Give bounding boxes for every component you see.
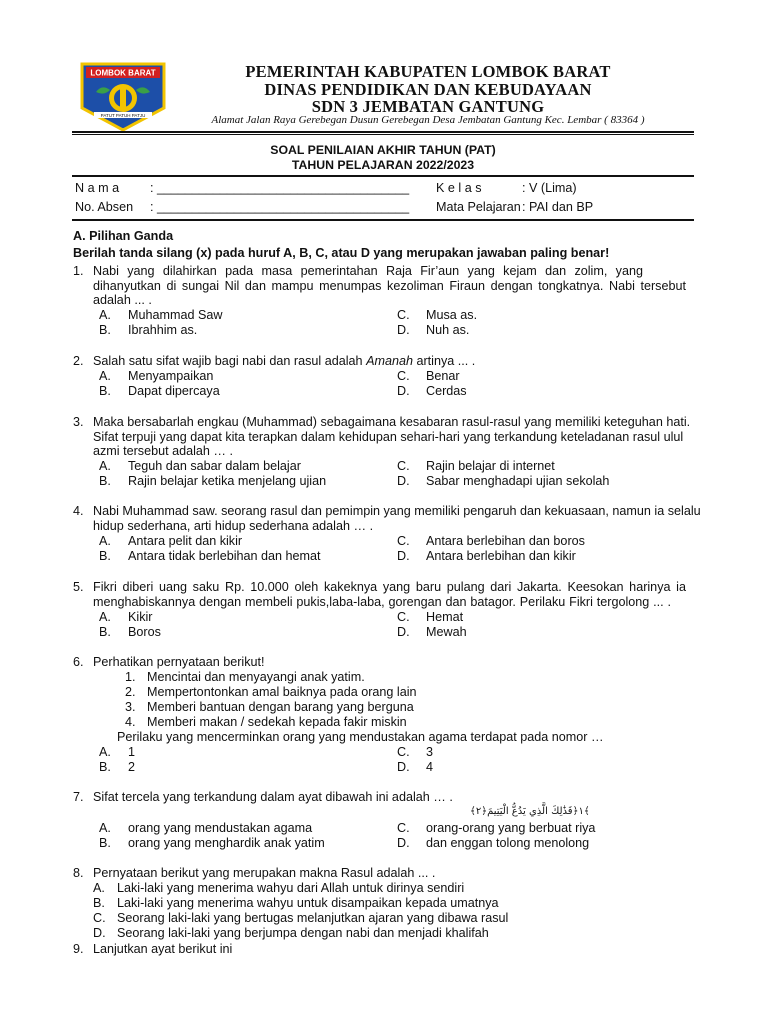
q7-c-text: orang-orang yang berbuat riya: [426, 821, 596, 835]
q6-a-text: 1: [128, 745, 136, 759]
q8-b-label[interactable]: B.: [93, 896, 105, 910]
nama-field[interactable]: : ____________________________________: [150, 181, 410, 195]
q7-b-label[interactable]: B.: [99, 836, 111, 850]
q4-number: 4.: [73, 504, 84, 518]
q7-number: 7.: [73, 790, 84, 804]
q1-number: 1.: [73, 264, 84, 278]
q6-number: 6.: [73, 655, 84, 669]
q9-number: 9.: [73, 942, 84, 956]
kelas-label: K e l a s: [436, 181, 482, 195]
q5-d-text: Mewah: [426, 625, 467, 639]
q1-a-label[interactable]: A.: [99, 308, 111, 322]
q4-stem-line2: hidup sederhana, arti hidup sederhana adalah … .: [93, 519, 374, 533]
nama-label: N a m a: [75, 181, 120, 195]
logo-text: LOMBOK BARAT: [90, 68, 156, 78]
q1-c-label[interactable]: C.: [397, 308, 410, 322]
q1-b-label[interactable]: B.: [99, 323, 111, 337]
header-rule: [72, 131, 694, 133]
q2-d-label[interactable]: D.: [397, 384, 410, 398]
q6-statement-1: Mencintai dan menyayangi anak yatim.: [147, 670, 365, 684]
kelas-value: : V (Lima): [522, 181, 577, 195]
q6-d-text: 4: [426, 760, 434, 774]
section-heading: A. Pilihan Ganda: [73, 229, 174, 243]
q7-b-text: orang yang menghardik anak yatim: [128, 836, 325, 850]
logo-motto: PATUT PATUH PATJU: [100, 113, 146, 118]
section-instruction: Berilah tanda silang (x) pada huruf A, B, C, atau D yang merupakan jawaban paling benar!: [73, 246, 610, 260]
q3-a-text: Teguh dan sabar dalam belajar: [128, 459, 301, 473]
q9-stem-line1: Lanjutkan ayat berikut ini: [93, 942, 233, 956]
q3-d-text: Sabar menghadapi ujian sekolah: [426, 474, 610, 488]
mapel-value: : PAI dan BP: [522, 200, 594, 214]
exam-title: SOAL PENILAIAN AKHIR TAHUN (PAT): [270, 143, 496, 157]
q5-stem-line2: menghabiskannya dengan membeli pukis,laba-laba, gorengan dan batagor. Perilaku Fikri tergolong ... .: [93, 595, 671, 609]
q8-stem-line1: Pernyataan berikut yang merupakan makna Rasul adalah ... .: [93, 866, 436, 880]
header-department: DINAS PENDIDIKAN DAN KEBUDAYAAN: [264, 80, 592, 99]
q4-c-text: Antara berlebihan dan boros: [426, 534, 585, 548]
q6-c-label[interactable]: C.: [397, 745, 410, 759]
absen-label: No. Absen: [75, 200, 134, 214]
lombok-barat-logo: [80, 62, 166, 132]
q6-d-label[interactable]: D.: [397, 760, 410, 774]
q1-stem-line2: dihanyutkan di sungai Nil dan mampu menumpas kezoliman Firaun dengan tongkatnya. Nabi tersebut: [93, 279, 686, 293]
q2-stem-amanah: Amanah: [366, 354, 413, 368]
q2-c-text: Benar: [426, 369, 460, 383]
header-school: SDN 3 JEMBATAN GANTUNG: [311, 97, 545, 116]
q4-stem-line1: Nabi Muhammad saw. seorang rasul dan pemimpin yang memiliki pengaruh dan kekuasaan, namun ia selalu: [93, 504, 701, 518]
q3-number: 3.: [73, 415, 84, 429]
q7-a-label[interactable]: A.: [99, 821, 111, 835]
q6-statement-4: Memberi makan / sedekah kepada fakir miskin: [147, 715, 407, 729]
q2-a-text: Menyampaikan: [128, 369, 214, 383]
mapel-label: Mata Pelajaran: [436, 200, 521, 214]
q2-number: 2.: [73, 354, 84, 368]
q6-statement-4-num: 4.: [125, 715, 136, 729]
q3-stem-line3: azmi tersebut adalah … .: [93, 444, 234, 458]
q5-number: 5.: [73, 580, 84, 594]
q4-d-label[interactable]: D.: [397, 549, 410, 563]
q3-d-label[interactable]: D.: [397, 474, 410, 488]
q8-d-label[interactable]: D.: [93, 926, 106, 940]
q7-d-label[interactable]: D.: [397, 836, 410, 850]
q2-a-label[interactable]: A.: [99, 369, 111, 383]
q1-a-text: Muhammad Saw: [128, 308, 223, 322]
identity-rule-bottom: [72, 219, 694, 221]
q1-d-label[interactable]: D.: [397, 323, 410, 337]
q4-b-text: Antara tidak berlebihan dan hemat: [128, 549, 321, 563]
q5-a-text: Kikir: [128, 610, 153, 624]
header-address: Alamat Jalan Raya Gerebegan Dusun Gerebegan Desa Jembatan Gantung Kec. Lembar ( 83364 ): [211, 114, 645, 126]
q2-b-label[interactable]: B.: [99, 384, 111, 398]
q7-c-label[interactable]: C.: [397, 821, 410, 835]
q6-a-label[interactable]: A.: [99, 745, 111, 759]
q3-stem-line1: Maka bersabarlah engkau (Muhammad) sebagaimana kesabaran rasul-rasul yang memiliki keteguhan hati.: [93, 415, 691, 429]
q8-c-label[interactable]: C.: [93, 911, 106, 925]
q6-stem-line1: Perhatikan pernyataan berikut!: [93, 655, 265, 669]
q8-a-label[interactable]: A.: [93, 881, 105, 895]
q8-d-text: Seorang laki-laki yang berjumpa dengan nabi dan menjadi khalifah: [117, 926, 489, 940]
q3-b-text: Rajin belajar ketika menjelang ujian: [128, 474, 327, 488]
q6-c-text: 3: [426, 745, 434, 759]
q8-number: 8.: [73, 866, 84, 880]
q6-b-label[interactable]: B.: [99, 760, 111, 774]
q4-a-text: Antara pelit dan kikir: [128, 534, 243, 548]
q5-a-label[interactable]: A.: [99, 610, 111, 624]
q5-b-text: Boros: [128, 625, 161, 639]
q5-stem-line1: Fikri diberi uang saku Rp. 10.000 oleh kakeknya yang baru pulang dari Jakarta. Keesokan harinya ia: [93, 580, 686, 594]
identity-rule-top: [72, 175, 694, 177]
q3-b-label[interactable]: B.: [99, 474, 111, 488]
q7-stem-line1: Sifat tercela yang terkandung dalam ayat dibawah ini adalah … .: [93, 790, 453, 804]
q1-d-text: Nuh as.: [426, 323, 470, 337]
q2-d-text: Cerdas: [426, 384, 467, 398]
q8-a-text: Laki-laki yang menerima wahyu dari Allah untuk dirinya sendiri: [117, 881, 465, 895]
q5-c-label[interactable]: C.: [397, 610, 410, 624]
q7-a-text: orang yang mendustakan agama: [128, 821, 313, 835]
q2-stem-a: Salah satu sifat wajib bagi nabi dan rasul adalah: [93, 354, 363, 368]
q1-stem-line1: Nabi yang dilahirkan pada masa pemerintahan Raja Fir’aun yang kejam dan zolim, yang: [93, 264, 643, 278]
q7-d-text: dan enggan tolong menolong: [426, 836, 590, 850]
q8-c-text: Seorang laki-laki yang bertugas melanjutkan ajaran yang dibawa rasul: [117, 911, 509, 925]
q1-stem-line3: adalah ... .: [93, 293, 152, 307]
q4-b-label[interactable]: B.: [99, 549, 111, 563]
header-rule-thin: [72, 134, 694, 135]
q6-statement-2-num: 2.: [125, 685, 136, 699]
q7-ayat: ﴾١﴿فَذَٰلِكَ الَّذِي يَدُعُّ الْيَتِيمَ﴿٢﴾: [470, 806, 590, 817]
q1-b-text: Ibrahhim as.: [128, 323, 198, 337]
q6-b-text: 2: [128, 760, 136, 774]
q4-c-label[interactable]: C.: [397, 534, 410, 548]
q1-c-text: Musa as.: [426, 308, 478, 322]
q2-b-text: Dapat dipercaya: [128, 384, 220, 398]
q3-c-label[interactable]: C.: [397, 459, 410, 473]
q6-statement-3: Memberi bantuan dengan barang yang berguna: [147, 700, 414, 714]
q2-stem-c: artinya ... .: [416, 354, 476, 368]
q4-a-label[interactable]: A.: [99, 534, 111, 548]
q6-statement-3-num: 3.: [125, 700, 136, 714]
q3-a-label[interactable]: A.: [99, 459, 111, 473]
q6-statement-1-num: 1.: [125, 670, 136, 684]
q8-b-text: Laki-laki yang menerima wahyu untuk disampaikan kepada umatnya: [117, 896, 499, 910]
exam-year: TAHUN PELAJARAN 2022/2023: [291, 158, 475, 172]
q2-stem: [93, 354, 475, 368]
q2-c-label[interactable]: C.: [397, 369, 410, 383]
q4-d-text: Antara berlebihan dan kikir: [426, 549, 576, 563]
absen-field[interactable]: : ____________________________________: [150, 200, 410, 214]
q6-statement-2: Mempertontonkan amal baiknya pada orang lain: [147, 685, 417, 699]
q6-stem-question: Perilaku yang mencerminkan orang yang mendustakan agama terdapat pada nomor …: [117, 730, 604, 744]
q3-stem-line2: Sifat terpuji yang dapat kita terapkan dalam kehidupan sehari-hari yang terkandung keteladanan rasul ulul: [93, 430, 684, 444]
q5-b-label[interactable]: B.: [99, 625, 111, 639]
q3-c-text: Rajin belajar di internet: [426, 459, 555, 473]
header-government: PEMERINTAH KABUPATEN LOMBOK BARAT: [245, 62, 611, 81]
q5-d-label[interactable]: D.: [397, 625, 410, 639]
q5-c-text: Hemat: [426, 610, 464, 624]
